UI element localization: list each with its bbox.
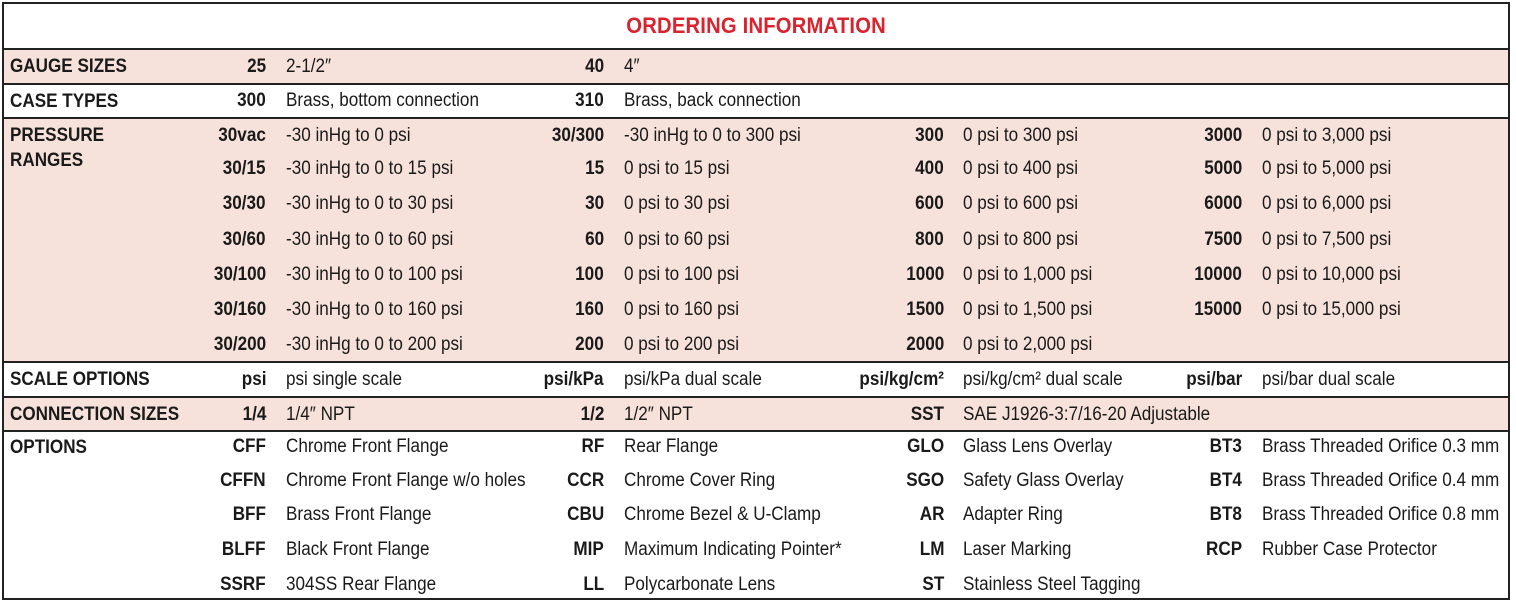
option-description: 0 psi to 15 psi: [624, 158, 730, 179]
option-code: 310: [575, 90, 604, 111]
option-code: SST: [910, 404, 944, 425]
option-code: 300: [915, 125, 944, 146]
option-code: CCR: [566, 470, 604, 491]
option-description: 304SS Rear Flange: [286, 574, 437, 595]
option-description: Chrome Cover Ring: [624, 470, 776, 491]
option-code: 600: [915, 193, 944, 214]
option-code: 15000: [1194, 299, 1242, 320]
option-code: 30/15: [223, 158, 266, 179]
option-description: Brass, bottom connection: [286, 90, 479, 111]
option-code: ST: [922, 574, 944, 595]
option-description: Glass Lens Overlay: [963, 436, 1113, 457]
option-description: Brass Front Flange: [286, 504, 432, 525]
option-code: psi/bar: [1185, 369, 1242, 390]
table-row: [4, 223, 1508, 257]
table-row: [4, 152, 1508, 186]
option-description: 0 psi to 3,000 psi: [1262, 125, 1392, 146]
ordering-information-table: [2, 2, 1510, 600]
section-pressure-ranges: [4, 119, 1508, 363]
option-code: BT8: [1209, 504, 1242, 525]
option-code: 30/30: [223, 193, 266, 214]
option-description: -30 inHg to 0 to 100 psi: [286, 264, 463, 285]
option-description: Brass Threaded Orifice 0.8 mm: [1262, 504, 1500, 525]
option-description: 0 psi to 200 psi: [624, 334, 740, 355]
option-description: psi/bar dual scale: [1262, 369, 1396, 390]
option-description: 0 psi to 1,000 psi: [963, 264, 1093, 285]
option-description: Rubber Case Protector: [1262, 539, 1437, 560]
option-code: 30/300: [551, 125, 604, 146]
option-code: 30/160: [213, 299, 266, 320]
section-label-case-types: CASE TYPES: [10, 91, 119, 112]
option-code: 1/4: [242, 404, 266, 425]
option-description: Chrome Front Flange w/o holes: [286, 470, 526, 491]
option-description: Brass Threaded Orifice 0.3 mm: [1262, 436, 1500, 457]
section-scale-options: [4, 363, 1508, 398]
section-label-pressure-ranges-2: RANGES: [10, 150, 84, 171]
section-options: [4, 432, 1508, 602]
option-code: BLFF: [222, 539, 266, 560]
option-description: Laser Marking: [963, 539, 1072, 560]
option-description: 0 psi to 800 psi: [963, 229, 1079, 250]
option-description: 0 psi to 7,500 psi: [1262, 229, 1392, 250]
option-code: 15: [584, 158, 604, 179]
option-description: 0 psi to 60 psi: [624, 229, 730, 250]
option-description: 0 psi to 15,000 psi: [1262, 299, 1401, 320]
option-code: BFF: [232, 504, 266, 525]
option-code: 300: [237, 90, 266, 111]
option-description: 2-1/2″: [286, 56, 332, 77]
option-code: LL: [583, 574, 604, 595]
section-gauge-sizes: [4, 50, 1508, 85]
option-code: RCP: [1205, 539, 1242, 560]
table-title: ORDERING INFORMATION: [626, 13, 886, 38]
option-code: 1000: [905, 264, 944, 285]
option-description: -30 inHg to 0 to 200 psi: [286, 334, 463, 355]
table-row: [4, 568, 1508, 602]
option-code: 800: [915, 229, 944, 250]
option-description: 1/2″ NPT: [624, 404, 693, 425]
option-description: 0 psi to 600 psi: [963, 193, 1079, 214]
option-description: Adapter Ring: [963, 504, 1063, 525]
option-code: 5000: [1203, 158, 1242, 179]
option-description: Black Front Flange: [286, 539, 430, 560]
option-code: 3000: [1203, 125, 1242, 146]
option-code: CFF: [232, 436, 266, 457]
option-description: Chrome Front Flange: [286, 436, 449, 457]
option-description: -30 inHg to 0 psi: [286, 125, 411, 146]
option-description: -30 inHg to 0 to 160 psi: [286, 299, 463, 320]
option-description: -30 inHg to 0 to 300 psi: [624, 125, 801, 146]
option-description: 0 psi to 5,000 psi: [1262, 158, 1392, 179]
option-code: 6000: [1203, 193, 1242, 214]
option-code: 10000: [1194, 264, 1242, 285]
option-description: 0 psi to 100 psi: [624, 264, 740, 285]
option-code: LM: [919, 539, 944, 560]
option-description: 0 psi to 1,500 psi: [963, 299, 1093, 320]
option-description: 0 psi to 300 psi: [963, 125, 1079, 146]
option-description: psi/kg/cm² dual scale: [963, 369, 1123, 390]
option-description: 1/4″ NPT: [286, 404, 355, 425]
option-code: RF: [581, 436, 604, 457]
table-row: [4, 363, 1508, 397]
option-description: Chrome Bezel & U-Clamp: [624, 504, 821, 525]
option-code: SGO: [905, 470, 944, 491]
option-code: BT3: [1209, 436, 1242, 457]
option-description: 0 psi to 400 psi: [963, 158, 1079, 179]
option-code: CFFN: [220, 470, 266, 491]
option-description: psi single scale: [286, 369, 402, 390]
option-code: 200: [575, 334, 604, 355]
option-code: SSRF: [220, 574, 266, 595]
option-code: 30: [584, 193, 604, 214]
option-code: 30/60: [223, 229, 266, 250]
option-code: 30vac: [218, 125, 266, 146]
option-code: 2000: [905, 334, 944, 355]
option-code: 30/100: [213, 264, 266, 285]
section-label-pressure-ranges-1: PRESSURE: [10, 125, 105, 146]
option-code: 7500: [1203, 229, 1242, 250]
section-label-gauge-sizes: GAUGE SIZES: [10, 56, 127, 77]
option-description: Brass, back connection: [624, 90, 801, 111]
option-description: 4″: [624, 56, 640, 77]
option-code: 60: [584, 229, 604, 250]
option-code: 1/2: [580, 404, 604, 425]
section-label-connection-sizes: CONNECTION SIZES: [10, 404, 180, 425]
option-code: 400: [915, 158, 944, 179]
section-case-types: [4, 85, 1508, 119]
option-code: MIP: [573, 539, 604, 560]
option-code: BT4: [1209, 470, 1242, 491]
table-row: [4, 258, 1508, 292]
table-row: [4, 430, 1508, 464]
section-connection-sizes: [4, 398, 1508, 432]
option-description: 0 psi to 160 psi: [624, 299, 740, 320]
option-description: Maximum Indicating Pointer*: [624, 539, 842, 560]
option-description: psi/kPa dual scale: [624, 369, 762, 390]
option-code: AR: [919, 504, 944, 525]
option-description: 0 psi to 6,000 psi: [1262, 193, 1392, 214]
table-row: [4, 533, 1508, 567]
table-row: [4, 293, 1508, 327]
option-code: psi/kPa: [544, 369, 604, 390]
option-description: Safety Glass Overlay: [963, 470, 1124, 491]
option-description: SAE J1926-3:7/16-20 Adjustable: [963, 404, 1211, 425]
option-code: psi: [241, 369, 266, 390]
option-code: 30/200: [213, 334, 266, 355]
table-row: [4, 398, 1508, 432]
table-row: [4, 498, 1508, 532]
option-description: 0 psi to 30 psi: [624, 193, 730, 214]
option-code: 160: [575, 299, 604, 320]
option-description: Polycarbonate Lens: [624, 574, 776, 595]
option-code: 1500: [905, 299, 944, 320]
table-row: [4, 328, 1508, 362]
section-label-options: OPTIONS: [10, 437, 87, 458]
option-code: psi/kg/cm²: [859, 369, 944, 390]
option-code: 40: [584, 56, 604, 77]
option-description: Rear Flange: [624, 436, 719, 457]
title-row: [4, 4, 1508, 50]
option-description: -30 inHg to 0 to 15 psi: [286, 158, 454, 179]
option-description: Brass Threaded Orifice 0.4 mm: [1262, 470, 1500, 491]
table-row: [4, 50, 1508, 84]
option-description: 0 psi to 10,000 psi: [1262, 264, 1401, 285]
table-row: [4, 84, 1508, 118]
table-row: [4, 119, 1508, 153]
option-code: CBU: [566, 504, 604, 525]
option-code: 25: [246, 56, 266, 77]
table-row: [4, 464, 1508, 498]
option-description: Stainless Steel Tagging: [963, 574, 1141, 595]
option-code: 100: [575, 264, 604, 285]
option-description: -30 inHg to 0 to 30 psi: [286, 193, 454, 214]
section-label-scale-options: SCALE OPTIONS: [10, 369, 150, 390]
table-row: [4, 187, 1508, 221]
option-description: -30 inHg to 0 to 60 psi: [286, 229, 454, 250]
option-description: 0 psi to 2,000 psi: [963, 334, 1093, 355]
option-code: GLO: [906, 436, 944, 457]
